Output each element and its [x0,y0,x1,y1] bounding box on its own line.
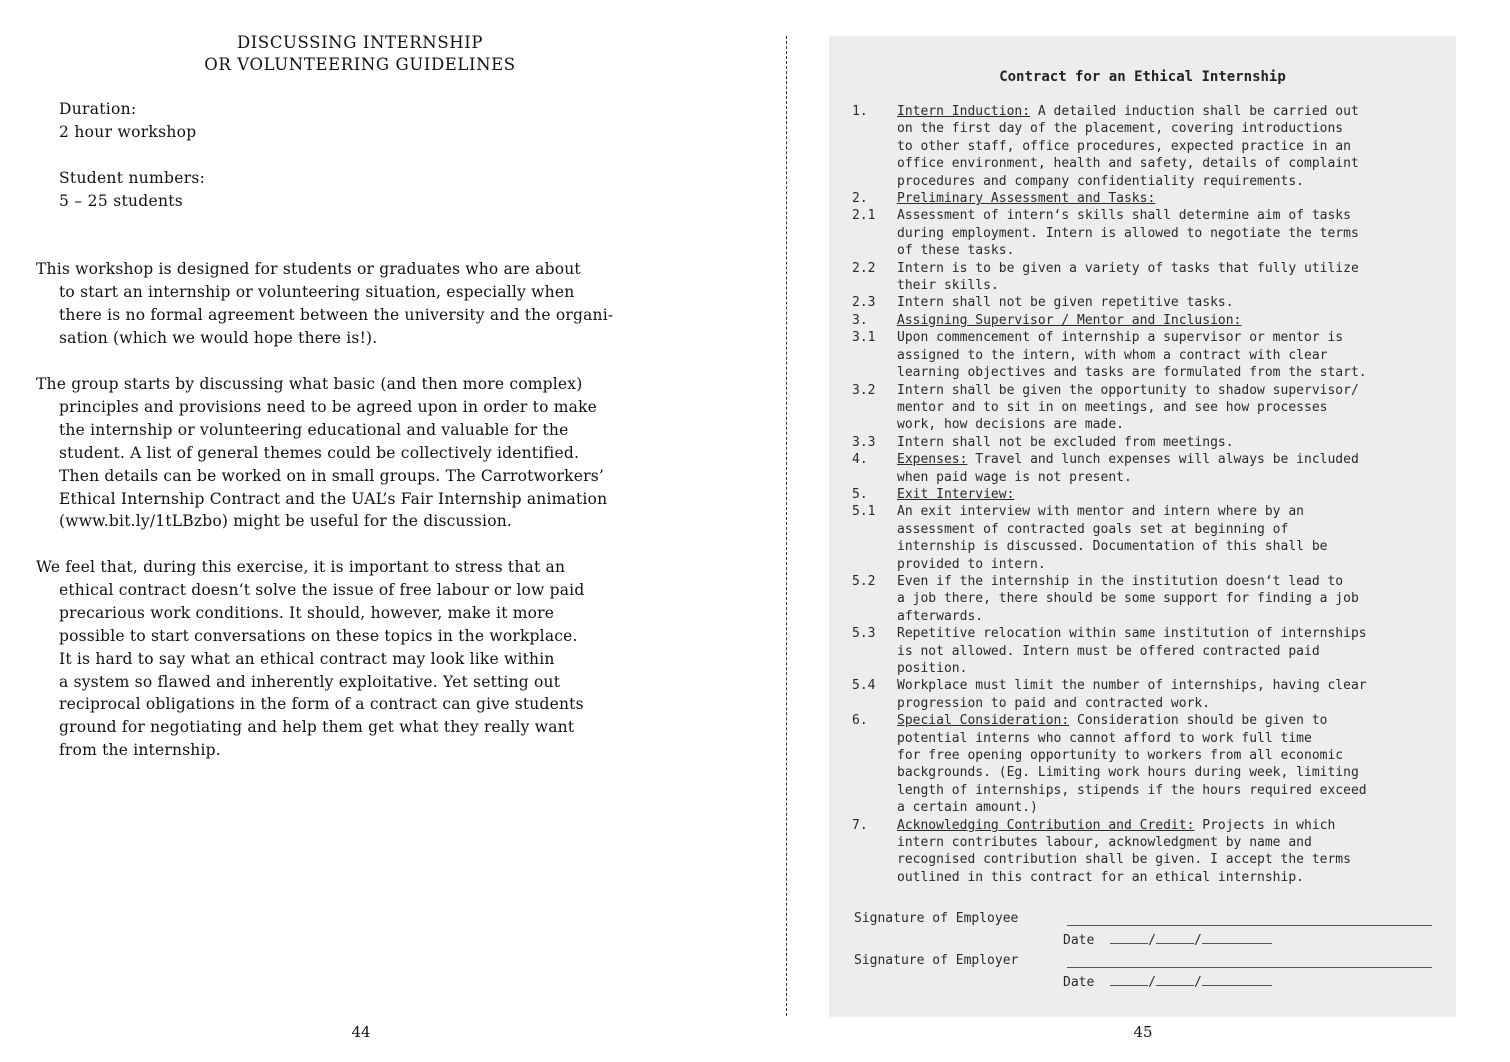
paragraph-line: This workshop is designed for students or graduates who are about [36,260,581,278]
clause-number: 3.2 [852,382,876,398]
clause-number: 5.2 [852,573,876,589]
clause-line [897,712,1452,729]
clause-line: learning objectives and tasks are formulated from the start. [897,365,1367,381]
duration-value: 2 hour workshop [59,123,197,141]
students-label: Student numbers: [59,169,206,187]
paragraph-line: (www.bit.ly/1tLBzbo) might be useful for the discussion. [59,512,513,531]
clause-line: mentor and to sit in on meetings, and see how processes [897,399,1328,415]
clause-number: 1. [852,104,868,119]
clause-number: 2.2 [852,260,876,276]
date-day-blank[interactable] [1110,973,1148,986]
paragraph-line: from the internship. [59,741,221,760]
clause-number: 5. [852,486,868,502]
clause-heading: Assigning Supervisor / Mentor and Inclusion: [897,312,1242,328]
clause-line: Repetitive relocation within same institution of internships [897,626,1367,642]
clause-line: provided to intern. [897,556,1046,572]
duration-block [59,98,197,144]
clause-line: length of internships, stipends if the hours required exceed [897,782,1367,798]
clause-line: Intern shall not be excluded from meetings. [897,434,1234,450]
paragraph-line: a system so flawed and inherently exploitative. Yet setting out [59,672,561,691]
signature-employer-label: Signature of Employer [854,953,1019,968]
page-title-line: OR VOLUNTEERING GUIDELINES [204,55,516,74]
paragraph-group [36,373,696,533]
contract-clause [852,677,1452,712]
clause-number: 2.1 [852,208,876,224]
clause-line: to other staff, office procedures, expected practice in an [897,138,1351,154]
clause-line: of these tasks. [897,243,1015,259]
paragraph-line: the internship or volunteering educational and valuable for the [59,420,569,439]
clause-text [897,503,1452,573]
clause-text [897,712,1452,816]
clause-line: position. [897,661,968,676]
clause-line: work, how decisions are made. [897,417,1124,433]
paragraph-line: We feel that, during this exercise, it is important to stress that an [36,558,566,576]
paragraph-line: to start an internship or volunteering situation, especially when [59,282,575,301]
contract-clause [852,207,1452,259]
clause-line: Intern is to be given a variety of tasks that fully utilize [897,260,1359,276]
contract-sheet [829,36,1456,1017]
clause-line-text: Projects in which [1194,817,1336,833]
clause-line: backgrounds. (Eg. Limiting work hours during week, limiting [897,765,1359,781]
clause-line: is not allowed. Intern must be offered contracted paid [897,643,1320,659]
paragraph-ethics [36,556,696,762]
clause-number: 5.3 [852,626,876,642]
duration-label: Duration: [59,100,137,118]
clause-line: assigned to the intern, with whom a contract with clear [897,347,1328,363]
clause-text [897,677,1452,712]
clause-line: outlined in this contract for an ethical internship. [897,869,1304,885]
clause-line: their skills. [897,278,999,294]
clause-line: Upon commencement of internship a supervisor or mentor is [897,330,1344,346]
contract-clause [852,294,1452,311]
date-employee: Date / / [1063,931,1272,950]
date-month-blank[interactable] [1156,973,1194,986]
paragraph-line: principles and provisions need to be agreed upon in order to make [59,397,598,416]
contract-clause [852,260,1452,295]
clause-line: during employment. Intern is allowed to negotiate the terms [897,225,1359,241]
paragraph-line: It is hard to say what an ethical contract may look like within [59,649,555,668]
contract-clauses [852,103,1452,886]
clause-text [897,260,1452,295]
paragraph-line: precarious work conditions. It should, however, make it more [59,603,555,622]
clause-text [897,434,1452,451]
page-fold-divider [786,36,787,1016]
contract-clause [852,503,1452,573]
clause-line: for free opening opportunity to workers from all economic [897,748,1344,764]
signature-employee-line[interactable] [1067,925,1432,926]
paragraph-line: reciprocal obligations in the form of a contract can give students [59,695,584,714]
contract-clause [852,312,1452,329]
clause-line [897,103,1452,120]
date-year-blank[interactable] [1202,973,1272,986]
signature-employee-label: Signature of Employee [854,911,1019,926]
clause-line [897,190,1452,207]
paragraph-line: ground for negotiating and help them get what they really want [59,718,575,737]
contract-clause [852,817,1452,887]
contract-clause [852,382,1452,434]
clause-number: 3.1 [852,330,876,346]
paragraph-line: Then details can be worked on in small groups. The Carrotworkers’ [59,466,605,485]
clause-text [897,573,1452,625]
clause-line: Workplace must limit the number of internships, having clear [897,678,1367,694]
page-title [160,32,560,76]
contract-clause [852,434,1452,451]
paragraph-line: there is no formal agreement between the university and the organi- [59,305,614,324]
clause-line: Assessment of intern‘s skills shall determine aim of tasks [897,208,1351,224]
clause-number: 6. [852,713,868,729]
clause-line: assessment of contracted goals set at beginning of [897,521,1289,537]
clause-number: 5.4 [852,678,876,694]
date-employer: Date / / [1063,973,1272,992]
clause-line: Even if the internship in the institution doesn‘t lead to [897,573,1344,589]
clause-line: progression to paid and contracted work. [897,695,1211,711]
clause-line: Intern shall not be given repetitive tasks. [897,295,1234,311]
clause-text [897,451,1452,486]
clause-line [897,817,1452,834]
clause-line-text: Travel and lunch expenses will always be included [967,452,1359,468]
date-label: Date [1063,975,1095,990]
clause-line: An exit interview with mentor and intern where by an [897,504,1304,520]
contract-title: Contract for an Ethical Internship [999,69,1286,85]
clause-number: 2.3 [852,295,876,311]
clause-line-text: Consideration should be given to [1069,713,1328,729]
clause-text [897,103,1452,190]
contract-clause [852,573,1452,625]
clause-line: potential interns who cannot afford to work full time [897,730,1312,746]
clause-number: 2. [852,191,868,207]
clause-line: internship is discussed. Documentation of this shall be [897,539,1328,555]
contract-clause [852,103,1452,190]
paragraph-line: student. A list of general themes could be collectively identified. [59,443,580,462]
clause-text [897,625,1452,677]
contract-clause [852,190,1452,207]
clause-text [897,486,1452,503]
page-title-line: DISCUSSING INTERNSHIP [236,33,484,52]
clause-number: 3.3 [852,434,876,450]
clause-line: intern contributes labour, acknowledgment by name and [897,835,1312,851]
clause-text [897,329,1452,381]
contract-clause [852,329,1452,381]
clause-text [897,382,1452,434]
date-year-blank[interactable] [1202,931,1272,944]
clause-line: afterwards. [897,608,984,624]
clause-line: a job there, there should be some support for finding a job [897,591,1359,607]
students-value: 5 – 25 students [59,192,184,210]
page-number-left: 44 [351,1023,371,1041]
clause-number: 7. [852,817,868,833]
date-month-blank[interactable] [1156,931,1194,944]
clause-line [897,312,1452,329]
paragraph-line: ethical contract doesn‘t solve the issue of free labour or low paid [59,580,585,599]
clause-number: 3. [852,312,868,328]
date-label: Date [1063,933,1095,948]
paragraph-line: sation (which we would hope there is!). [59,328,378,347]
signature-employer-line[interactable] [1067,967,1432,968]
contract-clause [852,625,1452,677]
clause-line [897,486,1452,503]
clause-number: 4. [852,452,868,468]
clause-text [897,207,1452,259]
clause-heading: Expenses: [897,452,968,468]
clause-line [897,451,1452,468]
clause-line: a certain amount.) [897,800,1038,816]
clause-heading: Exit Interview: [897,486,1015,502]
contract-clause [852,451,1452,486]
clause-number: 5.1 [852,504,876,520]
clause-line: office environment, health and safety, details of complaint [897,156,1359,172]
clause-line: on the first day of the placement, covering introductions [897,121,1344,137]
paragraph-intro [36,258,696,350]
contract-clause [852,712,1452,816]
clause-line: when paid wage is not present. [897,469,1132,485]
paragraph-line: possible to start conversations on these topics in the workplace. [59,626,578,645]
page-number-right: 45 [1133,1023,1153,1041]
clause-line: procedures and company confidentiality requirements. [897,173,1304,189]
clause-line: Intern shall be given the opportunity to shadow supervisor/ [897,382,1359,398]
clause-text [897,294,1452,311]
paragraph-line: The group starts by discussing what basic (and then more complex) [36,375,583,393]
clause-text [897,190,1452,207]
date-day-blank[interactable] [1110,931,1148,944]
clause-heading: Acknowledging Contribution and Credit: [897,817,1195,833]
clause-text [897,312,1452,329]
clause-text [897,817,1452,887]
clause-line: recognised contribution shall be given. I accept the terms [897,852,1351,868]
clause-heading: Special Consideration: [897,713,1070,729]
clause-line-text: A detailed induction shall be carried out [1030,104,1359,119]
paragraph-line: Ethical Internship Contract and the UAL’s Fair Internship animation [59,489,608,508]
clause-heading: Intern Induction: [897,104,1031,119]
contract-clause [852,486,1452,503]
students-block [59,167,205,213]
clause-heading: Preliminary Assessment and Tasks: [897,191,1156,207]
